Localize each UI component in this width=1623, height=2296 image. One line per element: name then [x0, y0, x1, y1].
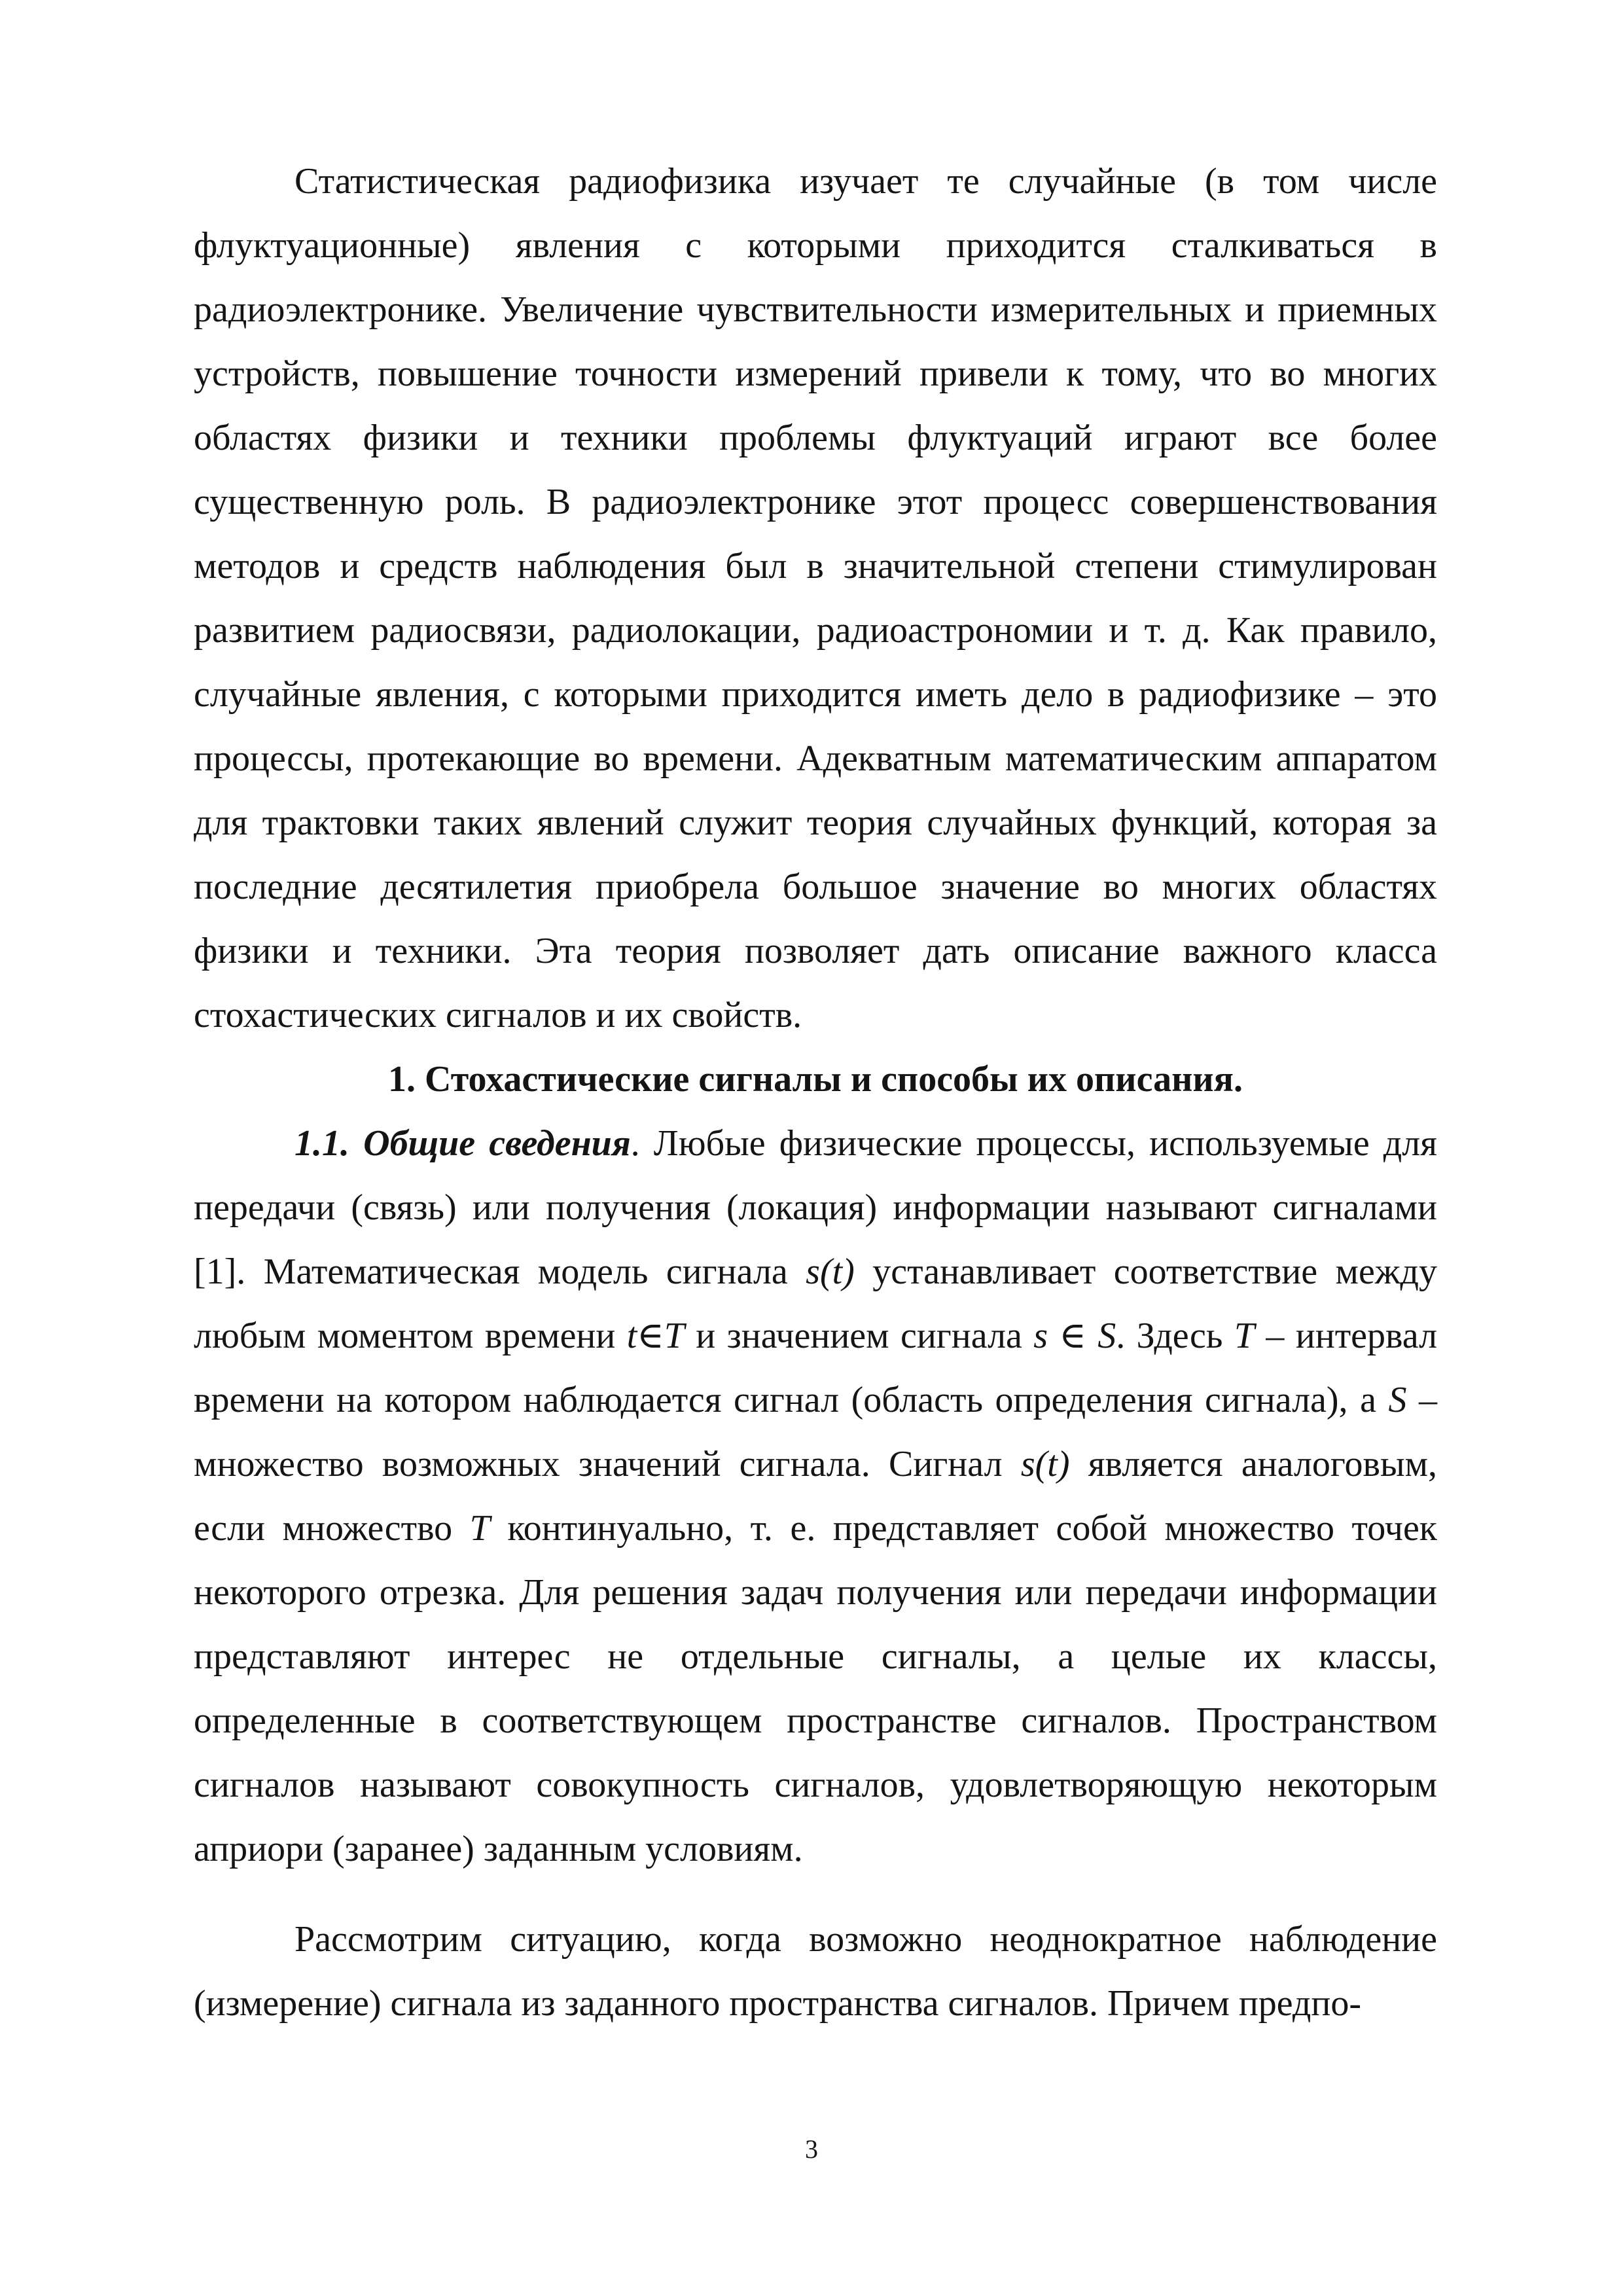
subsection-paragraph — [194, 1111, 1437, 1881]
subsection-text: – интервал времени на котором наблюдается сигнал (область определения сигнала), а — [194, 1316, 1438, 1420]
intro-paragraph: Статистическая радиофизика изучает те случайные (в том числе флуктуационные) явления с которыми приходится сталкиваться в радиоэлектронике. Увеличение чувствительности измерительных и приемных устройств, повышение точности измерений привели к тому, что во многих областях физики и техники проблемы флуктуаций играют все более существенную роль. В радиоэлектронике этот процесс совершенствования методов и средств наблюдения был в значительной степени стимулирован развитием радиосвязи, радиолокации, радиоастрономии и т. д. Как правило, случайные явления, с которыми приходится иметь дело в радиофизике – это процессы, протекающие во времени. Адекватным математическим аппаратом для трактовки таких явлений служит теория случайных функций, которая за последние десятилетия приобрела большое значение во многих областях физики и техники. Эта теория позволяет дать описание важного класса стохастических сигналов и их свойств. — [194, 161, 1437, 1035]
subsection-text: и значением сигнала — [684, 1316, 1034, 1356]
math-symbol: T — [1234, 1316, 1255, 1356]
math-symbol: t∈T — [626, 1316, 685, 1356]
last-paragraph: Рассмотрим ситуацию, когда возможно неоднократное наблюдение (измерение) сигнала из заданного пространства сигналов. Причем предпо- — [194, 1919, 1437, 2024]
subsection-text: континуально, т. е. представляет собой множество точек некоторого отрезка. Для решения задач получения или передачи информации представляют интерес не отдельные сигналы, а целые их классы, определенные в соответствующем пространстве сигналов. Пространством сигналов называют совокупность сигналов, удовлетворяющую некоторым априори (заранее) заданным условиям. — [194, 1508, 1438, 1869]
page-body — [194, 149, 1437, 2036]
subsection-text: является аналоговым, если множество — [194, 1444, 1438, 1549]
math-symbol: S — [1388, 1380, 1407, 1420]
subsection-text: . Здесь — [1116, 1316, 1234, 1356]
subsection-text: устанавливает соответствие между любым моментом времени — [194, 1251, 1437, 1356]
subsection-text: – множество возможных значений сигнала. Сигнал — [194, 1380, 1437, 1484]
subsection-title: 1.1. Общие сведения — [294, 1123, 631, 1164]
math-symbol: s(t) — [1020, 1444, 1070, 1484]
subsection-text: . Любые физические процессы, используемые для передачи (связь) или получения (локация) информации называют сигналами [1]. Математическая модель сигнала — [194, 1123, 1438, 1292]
math-symbol: T — [469, 1508, 490, 1549]
page-number: 3 — [805, 2134, 818, 2164]
math-symbol: s ∈ S — [1033, 1316, 1116, 1356]
section-heading: 1. Стохастические сигналы и способы их описания. — [388, 1059, 1243, 1100]
math-symbol: s(t) — [806, 1251, 855, 1292]
